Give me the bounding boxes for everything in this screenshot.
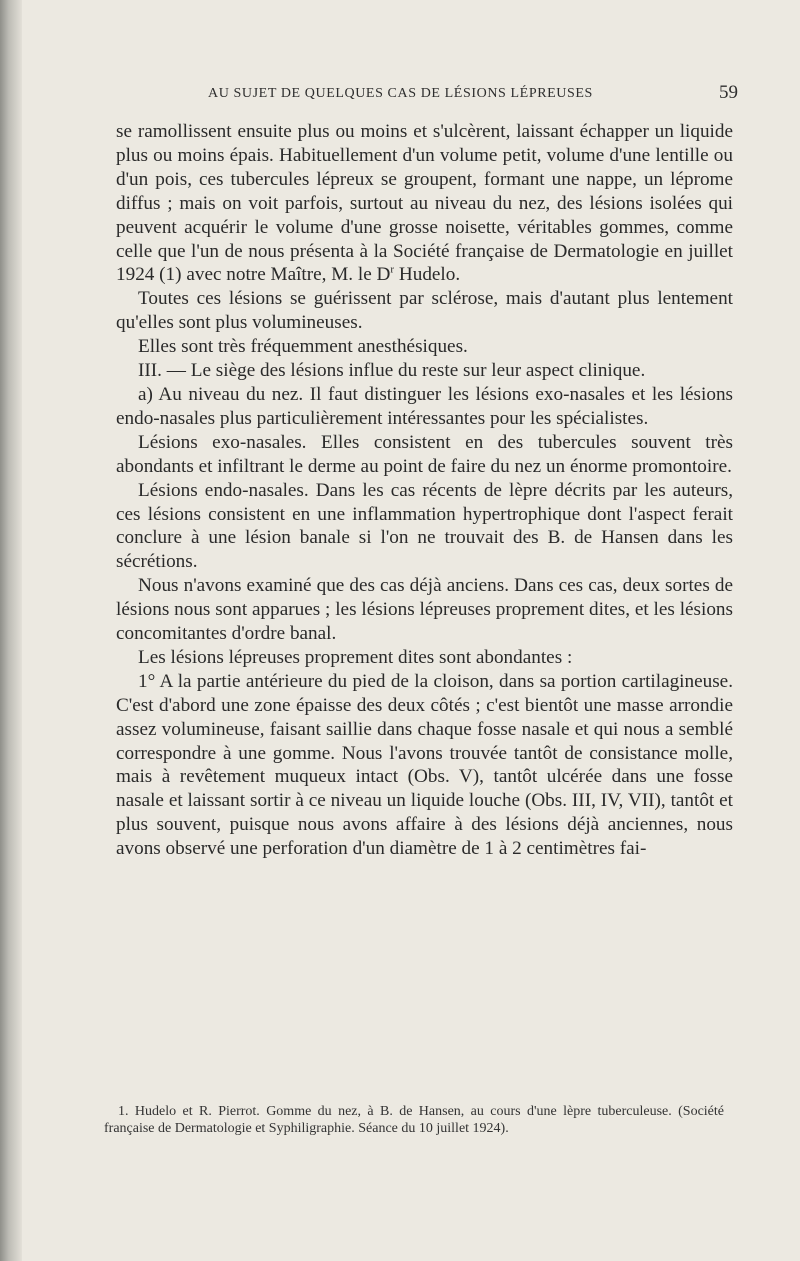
superscript: r <box>390 264 395 277</box>
paragraph: a) Au niveau du nez. Il faut distinguer les lésions exo-nasales et les lésions endo-nasales plus particulièrement intéressantes pour les spécialistes. <box>116 383 733 429</box>
footnote: 1. Hudelo et R. Pierrot. Gomme du nez, à B. de Hansen, au cours d'une lèpre tuberculeuse. (Société française de Dermatologie et Syphiligraphie. Séance du 10 juillet 1924). <box>104 1104 724 1136</box>
paragraph: Elles sont très fréquemment anesthésiques. <box>138 336 468 358</box>
paragraph: Lésions endo-nasales. Dans les cas récents de lèpre décrits par les auteurs, ces lésions consistent en une inflammation hypertrophique dont l'aspect ferait conclure à une lésion banale si l'on ne trouvait des B. de Hansen dans les sécrétions. <box>116 479 733 573</box>
running-title: AU SUJET DE QUELQUES CAS DE LÉSIONS LÉPREUSES <box>208 86 593 101</box>
book-spine-shadow <box>0 0 22 1261</box>
paragraph: Lésions exo-nasales. Elles consistent en des tubercules souvent très abondants et infiltrant le derme au point de faire du nez un énorme promontoire. <box>116 431 733 477</box>
paragraph: Nous n'avons examiné que des cas déjà anciens. Dans ces cas, deux sortes de lésions nous sont apparues ; les lésions lépreuses proprement dites, et les lésions concomitantes d'ordre banal. <box>116 575 733 645</box>
paragraph: Les lésions lépreuses proprement dites sont abondantes : <box>138 646 573 668</box>
paragraph: Toutes ces lésions se guérissent par sclérose, mais d'autant plus lentement qu'elles sont plus volumineuses. <box>116 288 733 334</box>
paragraph: se ramollissent ensuite plus ou moins et s'ulcèrent, laissant échapper un liquide plus ou moins épais. Habituellement d'un volume petit, volume d'une lentille ou d'un pois, ces tubercules lépreux se groupent, formant une nappe, un léprome diffus ; mais on voit parfois, surtout au niveau du nez, des lésions isolées qui peuvent acquérir le volume d'une grosse noisette, véritables gommes, comme celle que l'un de nous présenta à la Société française de Dermatologie en juillet 1924 (1) avec notre Maître, M. le $D^r$ Hudelo. <box>116 121 733 286</box>
paragraph: III. — Le siège des lésions influe du reste sur leur aspect clinique. <box>138 360 646 382</box>
page-header <box>208 82 738 106</box>
page-number: 59 <box>719 82 738 103</box>
paragraph: 1° A la partie antérieure du pied de la cloison, dans sa portion cartilagineuse. C'est d'abord une zone épaisse des deux côtés ; c'est bientôt une masse arrondie assez volumineuse, faisant saillie dans chaque fosse nasale et qui nous a semblé correspondre à une gomme. Nous l'avons trouvée tantôt de consistance molle, mais à revêtement muqueux intact (Obs. V), tantôt ulcérée dans une fosse nasale et laissant sortir à ce niveau un liquide louche (Obs. III, IV, VII), tantôt et plus souvent, puisque nous avons affaire à des lésions déjà anciennes, nous avons observé une perforation d'un diamètre de 1 à 2 centimètres fai- <box>116 670 733 860</box>
body-text <box>116 120 733 861</box>
